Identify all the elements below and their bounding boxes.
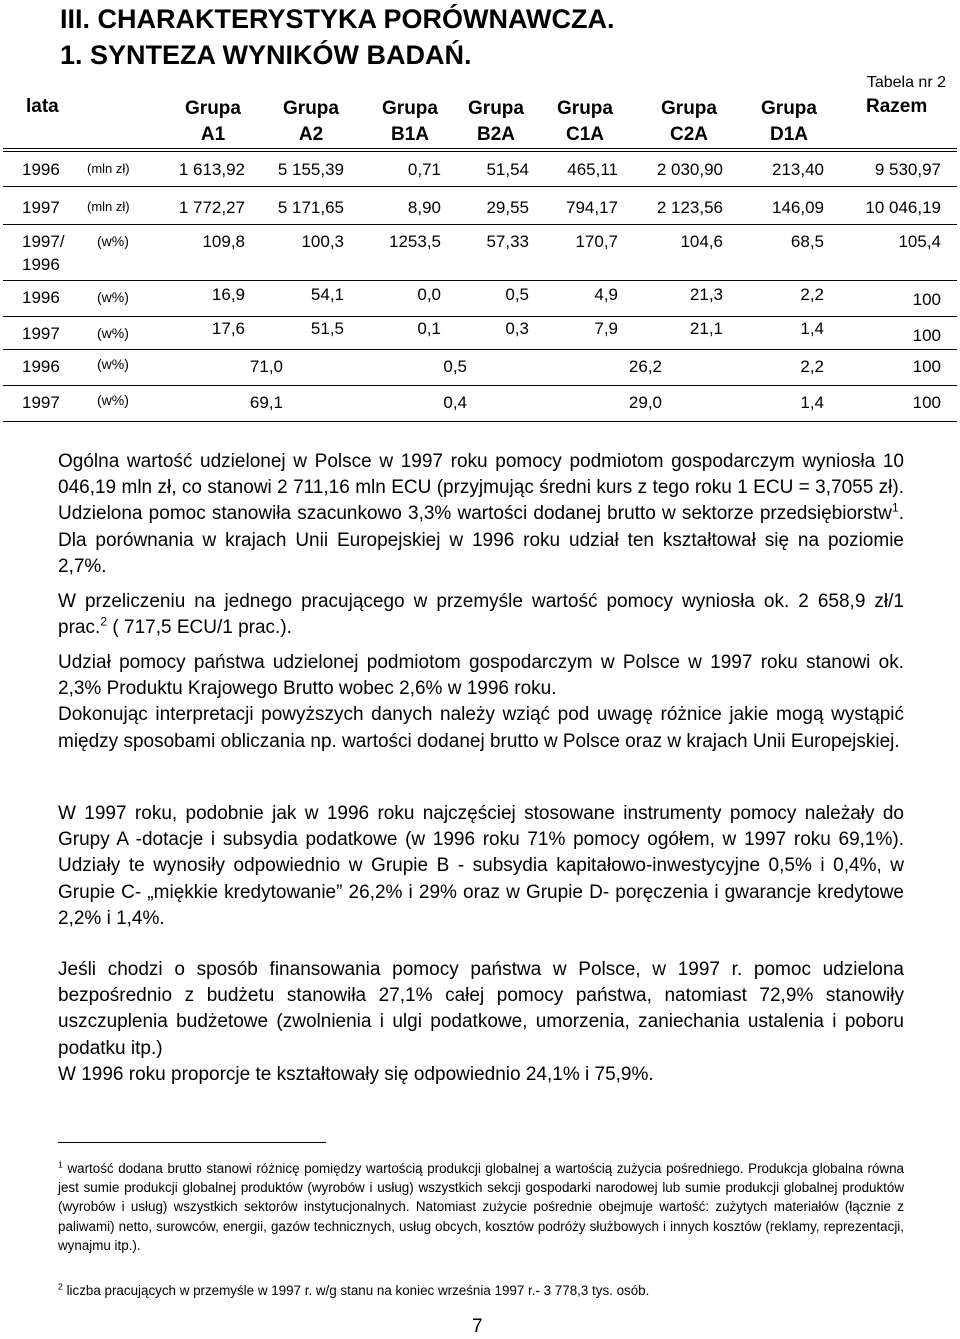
table-cell: 0,1 [417,319,441,338]
table-cell: 5 171,65 [277,198,344,217]
table-cell: 100 [912,290,941,309]
row-year: 1997 [22,393,60,412]
table-cell: 104,6 [680,232,723,251]
table-rule [3,224,957,225]
row-unit: (w%) [97,289,129,305]
paragraph-text: W przeliczeniu na jednego pracującego w przemyśle wartość pomocy wyniosła ok. 2 658,9 zł/1 prac. [58,591,904,639]
table-cell: 0,4 [443,393,467,412]
table-cell: 105,4 [898,232,941,251]
table-cell: 1 613,92 [178,160,245,179]
column-header-c2a: Grupa C2A [661,98,717,145]
row-unit: (w%) [97,325,129,341]
table-cell: 68,5 [790,232,824,251]
page-number: 7 [472,1316,483,1337]
table-rule [3,151,957,152]
row-year: 1997/ [22,232,65,251]
table-cell: 10 046,19 [865,198,941,217]
table-cell: 69,1 [249,393,283,412]
table-cell: 100 [912,393,941,412]
table-rule [3,385,957,386]
row-unit: (w%) [97,233,129,249]
table-cell: 1,4 [800,319,824,338]
table-cell: 4,9 [594,285,618,304]
table-cell: 1253,5 [389,232,441,251]
table-cell: 100 [912,357,941,376]
table-cell: 2,2 [800,357,824,376]
row-year: 1996 [22,160,60,179]
table-rule [3,280,957,281]
footnote-mark: 2 [58,1281,63,1292]
row-unit: (w%) [97,356,129,372]
table-cell: 57,33 [486,232,529,251]
table-cell: 0,5 [505,285,529,304]
paragraph-text: . Dla porównania w krajach Unii Europejskiej w 1996 roku udział ten kształtował się na poziomie 2,7%. [58,503,904,577]
table-cell: 21,3 [689,285,723,304]
row-year: 1997 [22,198,60,217]
column-header-a1: Grupa A1 [185,98,241,145]
column-header-a2: Grupa A2 [283,98,339,145]
table-cell: 1,4 [800,393,824,412]
table-cell: 213,40 [772,160,824,179]
table-cell: 0,3 [505,319,529,338]
table-cell: 51,54 [486,160,529,179]
table-cell: 0,5 [443,357,467,376]
table-cell: 109,8 [202,232,245,251]
column-header-b2a: Grupa B2A [468,98,524,145]
row-unit: (w%) [97,392,129,408]
row-year-second-line: 1996 [22,255,60,274]
table-cell: 71,0 [249,357,283,376]
table-cell: 17,6 [211,319,245,338]
table-rule [3,186,957,187]
table-rule [3,421,957,422]
table-cell: 29,55 [486,198,529,217]
column-header-razem: Razem [866,96,928,117]
table-cell: 2 030,90 [656,160,723,179]
table-rule [3,148,957,149]
paragraph-overall-value [58,449,904,580]
table-cell: 9 530,97 [874,160,941,179]
column-header-lata: lata [26,96,59,117]
table-cell: 2,2 [800,285,824,304]
table-cell: 2 123,56 [656,198,723,217]
table-cell: 0,71 [407,160,441,179]
paragraph-financing: Jeśli chodzi o sposób finansowania pomocy państwa w Polsce, w 1997 r. pomoc udzielona bezpośrednio z budżetu stanowiła 27,1% całej pomocy państwa, natomiast 72,9% stanowiły uszczuplenia budżetowe (zwolnienia i ulgi podatkowe, umorzenia, zaniechania ustalenia i poboru podatku itp.) W 1996 roku proporcje te kształtowały się odpowiednio 24,1% i 75,9%. [58,959,904,1085]
table-cell: 794,17 [566,198,618,217]
table-cell: 146,09 [772,198,824,217]
row-year: 1997 [22,324,60,343]
table-cell: 100 [912,326,941,345]
footnote-separator [58,1142,326,1143]
footnote-1 [58,1159,904,1255]
row-year: 1996 [22,357,60,376]
section-title: III. CHARAKTERYSTYKA PORÓWNAWCZA. [60,4,615,34]
table-cell: 26,2 [628,357,662,376]
footnote-2 [58,1281,904,1300]
table-cell: 7,9 [594,319,618,338]
row-unit: (mln zł) [87,161,130,176]
table-cell: 54,1 [310,285,344,304]
footnote-mark: 1 [58,1159,63,1170]
column-header-c1a: Grupa C1A [557,98,613,145]
table-cell: 51,5 [310,319,344,338]
paragraph-gdp-share: Udział pomocy państwa udzielonej podmiotom gospodarczym w Polsce w 1997 roku stanowi ok. 2,3% Produktu Krajowego Brutto wobec 2,6% w 1996 roku. Dokonując interpretacji powyższych danych należy wziąć pod uwagę różnice jakie mogą wystąpić między sposobami obliczania np. wartości dodanej brutto w Polsce oraz w krajach Unii Europejskiej. [58,652,904,752]
table-cell: 16,9 [211,285,245,304]
table-cell: 5 155,39 [277,160,344,179]
table-cell: 170,7 [575,232,618,251]
row-year: 1996 [22,288,60,307]
footnote-ref-1: 1 [891,501,899,516]
section-subtitle: 1. SYNTEZA WYNIKÓW BADAŃ. [60,40,472,70]
paragraph-text: ( 717,5 ECU/1 prac.). [107,617,292,639]
table-cell: 1 772,27 [178,198,245,217]
table-cell: 100,3 [301,232,344,251]
footnote-text: wartość dodana brutto stanowi różnicę pomiędzy wartością produkcji globalnej a wartością zużycia pośredniego. Produkcja globalna równa jest sumie produkcji globalnej produktów (wyrobów i usług) wszystkich sekcji gospodarki narodowej lub sumie produkcji globalnej produktów (wyrobów i usług) wszystkich sektorów instytucjonalnych. Natomiast zużycie pośrednie obejmuje wartość: zużytych materiałów (łącznie z paliwami) netto, surowców, energii, gazów technicznych, usług obcych, kosztów podróży służbowych i innych kosztów (reklamy, reprezentacji, wynajmu itp.). [58,1161,904,1253]
paragraph-per-worker [58,589,904,641]
paragraph-text: Ogólna wartość udzielonej w Polsce w 1997 roku pomocy podmiotom gospodarczym wyniosła 10 046,19 mln zł, co stanowi 2 711,16 mln ECU (przyjmując średni kurs z tego roku 1 ECU = 3,7055 zł). Udzielona pomoc stanowiła szacunkowo 3,3% wartości dodanej brutto w sektorze przedsiębiorstw [58,451,904,525]
table-reference: Tabela nr 2 [866,74,946,91]
table-cell: 21,1 [689,319,723,338]
table-rule [3,316,957,317]
column-header-d1a: Grupa D1A [761,98,817,145]
table-cell: 29,0 [628,393,662,412]
table-cell: 0,0 [417,285,441,304]
column-header-b1a: Grupa B1A [382,98,438,145]
row-unit: (mln zł) [87,199,130,214]
paragraph-instruments: W 1997 roku, podobnie jak w 1996 roku najczęściej stosowane instrumenty pomocy należały do Grupy A -dotacje i subsydia podatkowe (w 1996 roku 71% pomocy ogółem, w 1997 roku 69,1%). Udziały te wynosiły odpowiednio w Grupie B - subsydia kapitałowo-inwestycyjne 0,5% i 0,4%, w Grupie C- „miękkie kredytowanie” 26,2% i 29% oraz w Grupie D- poręczenia i gwarancje kredytowe 2,2% i 1,4%. [58,803,904,929]
footnote-text: liczba pracujących w przemyśle w 1997 r. w/g stanu na koniec września 1997 r.- 3 778,3 tys. osób. [62,1283,650,1298]
table-rule [3,349,957,350]
footnote-ref-2: 2 [100,614,108,629]
table-cell: 465,11 [567,160,618,179]
table-cell: 8,90 [407,198,441,217]
